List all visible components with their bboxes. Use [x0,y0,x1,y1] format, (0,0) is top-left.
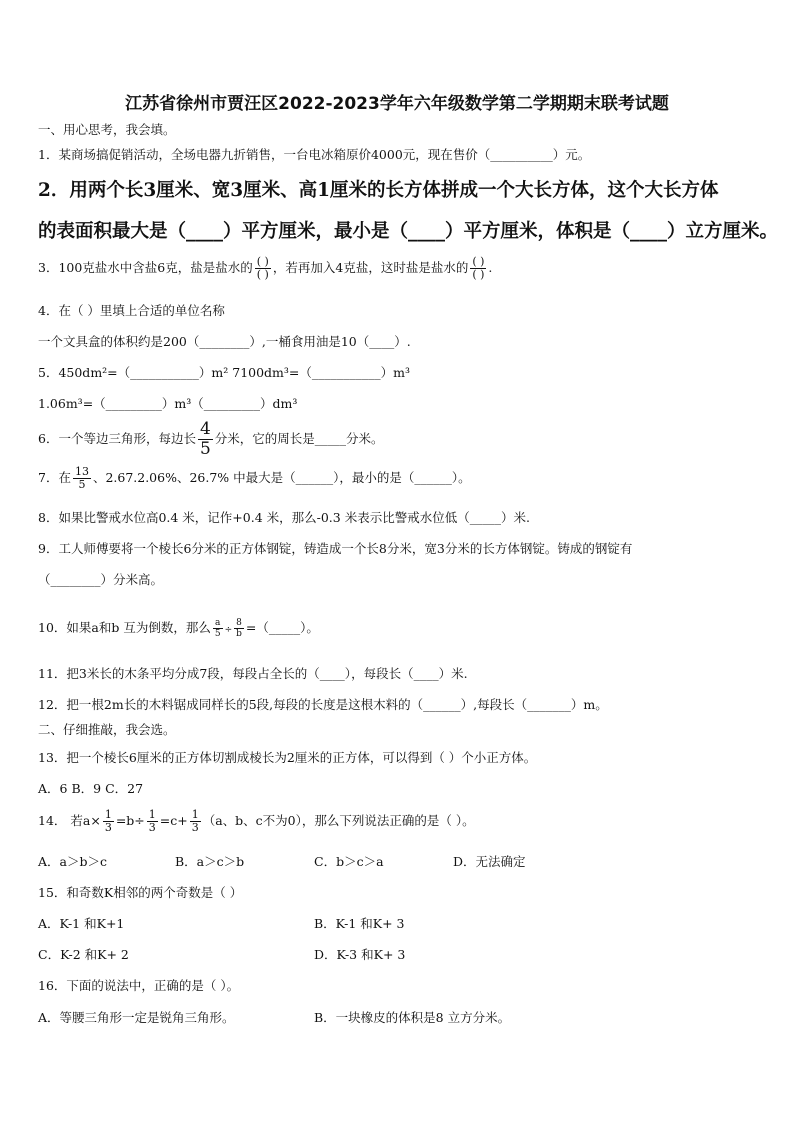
question-7-text-b: 、2.67.2.06%、26.7% 中最大是（______），最小的是（______）。 [92,470,471,485]
question-9-line-1: 9．工人师傅要将一个棱长6分米的正方体钢锭，铸造成一个长8分米，宽3分米的长方体钢锭。铸成的钢锭有 [38,541,633,556]
question-3-text-c: . [488,260,493,275]
question-14-option-d: D．无法确定 [453,854,526,869]
question-11: 11．把3米长的木条平均分成7段，每段占全长的（____），每段长（____）米. [38,666,468,681]
fraction-blank [470,256,486,281]
question-15-option-b: B．K-1 和K+ 3 [314,916,405,931]
fraction-numerator: 4 [199,419,211,439]
fraction-four-fifths [198,420,213,459]
question-2-line-2: 的表面积最大是（____）平方厘米，最小是（____）平方厘米，体积是（____）立方厘米。 [38,221,779,242]
question-1: 1．某商场搞促销活动，全场电器九折销售，一台电冰箱原价4000元，现在售价（__________）元。 [38,147,591,162]
question-5-line-1: 5．450dm²=（___________）m² 7100dm³=（___________）m³ [38,365,411,380]
fraction-denominator: 5 [199,439,211,459]
question-3-text-a: 3．100克盐水中含盐6克，盐是盐水的 [38,260,253,275]
division-sign: ÷ [224,625,233,635]
question-14-option-c: C．b＞c＞a [314,854,384,869]
question-6 [38,420,384,459]
fraction-numerator: 1 [148,808,156,821]
fraction-denominator: 3 [104,821,112,834]
question-14-option-b: B．a＞c＞b [175,854,245,869]
question-15-option-a: A．K-1 和K+1 [38,916,125,931]
fraction-8-over-b [234,618,244,639]
section-heading-1: 一、用心思考，我会填。 [38,122,176,137]
question-3 [38,256,492,281]
question-4-sub: 一个文具盒的体积约是200（________）,一桶食用油是10（____）. [38,334,411,349]
fraction-denominator: 3 [191,821,199,834]
question-14-text-d: （a、b、c不为0），那么下列说法正确的是（ ）。 [202,813,475,828]
fraction-numerator: 1 [191,808,199,821]
question-6-text-b: 分米，它的周长是_____分米。 [214,431,384,446]
question-10-text-a: 10．如果a和b 互为倒数，那么 [38,620,211,635]
question-5-line-2: 1.06m³=（_________）m³（_________）dm³ [38,396,298,411]
question-13: 13．把一个棱长6厘米的正方体切割成棱长为2厘米的正方体，可以得到（ ）个小正方体。 [38,750,537,765]
question-14-text-a: 14． 若a× [38,813,101,828]
fraction-denominator: 5 [78,478,86,491]
page-title: 江苏省徐州市贾汪区2022-2023学年六年级数学第二学期期末联考试题 [125,94,669,114]
fraction-denominator: ( ) [256,268,269,281]
fraction-denominator: b [236,629,242,639]
question-3-text-b: ，若再加入4克盐，这时盐是盐水的 [272,260,469,275]
fraction-blank [255,256,271,281]
fraction-numerator: 8 [234,618,244,629]
question-15-option-d: D．K-3 和K+ 3 [314,947,406,962]
fraction-a-over-5 [213,618,223,639]
question-9-line-2: （________）分米高。 [38,572,164,587]
question-16-option-b: B．一块橡皮的体积是8 立方分米。 [314,1010,511,1025]
question-15: 15．和奇数K相邻的两个奇数是（ ） [38,885,243,900]
section-heading-2: 二、仔细推敲，我会选。 [38,722,176,737]
question-10 [38,618,319,639]
fraction-one-third [103,809,114,834]
question-15-option-c: C．K-2 和K+ 2 [38,947,129,962]
fraction-numerator: a [213,618,223,629]
question-16: 16．下面的说法中，正确的是（ ）。 [38,978,240,993]
question-14-text-c: =c+ [159,813,188,828]
fraction-one-third [147,809,158,834]
question-8: 8．如果比警戒水位高0.4 米，记作+0.4 米，那么-0.3 米表示比警戒水位低（_____）米. [38,510,530,525]
fraction-denominator: 3 [148,821,156,834]
question-2-line-1: 2．用两个长3厘米、宽3厘米、高1厘米的长方体拼成一个大长方体，这个大长方体 [38,180,719,201]
fraction-numerator: ( ) [256,255,269,268]
question-7-text-a: 7．在 [38,470,71,485]
fraction-denominator: ( ) [472,268,485,281]
question-12: 12．把一根2m长的木料锯成同样长的5段,每段的长度是这根木料的（______）,每段长（_______）m。 [38,697,608,712]
question-14 [38,809,475,834]
question-4: 4．在（ ）里填上合适的单位名称 [38,303,225,318]
question-6-text-a: 6．一个等边三角形，每边长 [38,431,196,446]
fraction-numerator: 13 [74,465,89,478]
fraction-denominator: 5 [214,629,221,639]
fraction-thirteen-fifths [73,466,91,491]
fraction-numerator: ( ) [472,255,485,268]
question-16-option-a: A．等腰三角形一定是锐角三角形。 [38,1010,235,1025]
question-14-text-b: =b÷ [115,813,145,828]
question-13-options: A．6 B．9 C．27 [38,781,144,796]
question-14-option-a: A．a＞b＞c [38,854,107,869]
fraction-numerator: 1 [104,808,112,821]
question-10-text-b: =（_____）。 [245,620,319,635]
fraction-one-third [190,809,201,834]
question-7 [38,466,471,491]
